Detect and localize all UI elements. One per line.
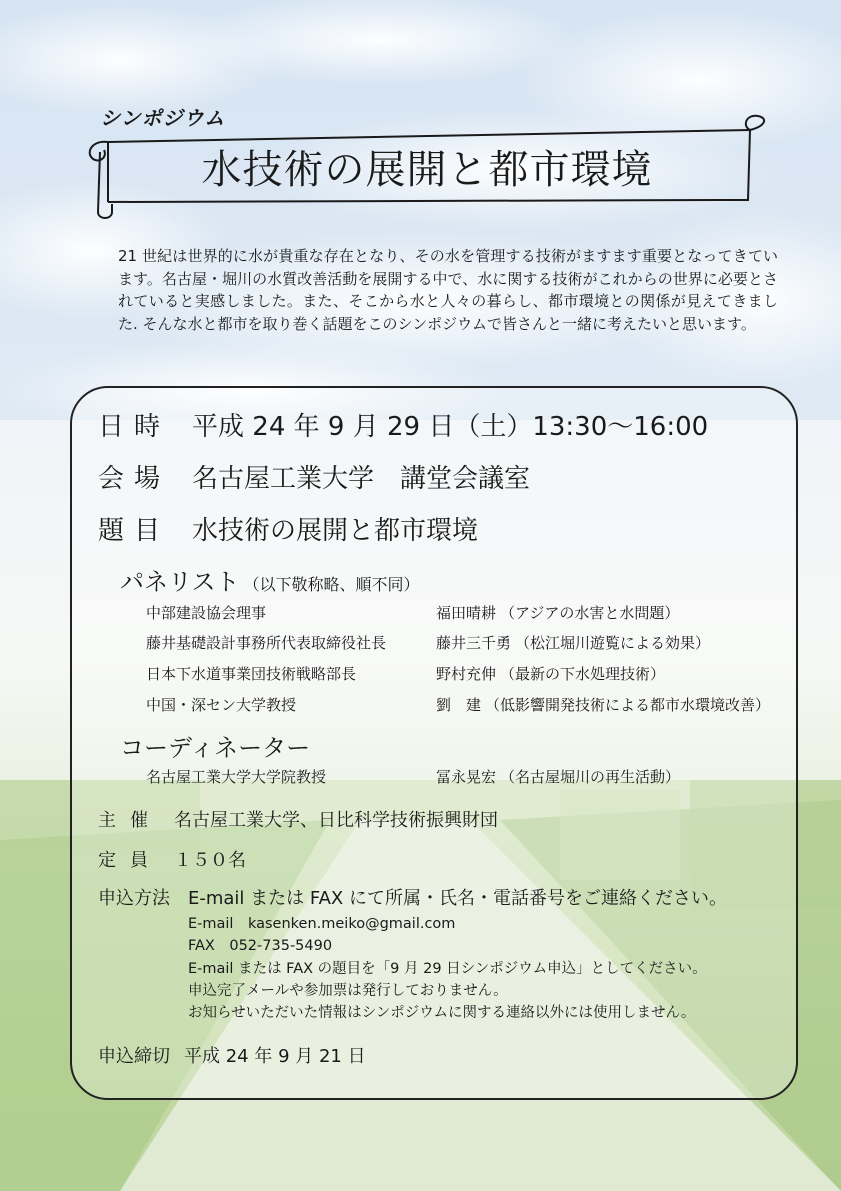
panelist-name: 藤井三千勇 <box>436 634 512 652</box>
venue-row <box>98 458 530 495</box>
datetime-value: 平成 24 年 9 月 29 日（土）13:30〜16:00 <box>192 412 709 442</box>
panelists-heading <box>120 562 420 597</box>
topic-label: 題目 <box>98 516 171 546</box>
venue-value: 名古屋工業大学 講堂会議室 <box>192 464 531 494</box>
application-email: E-mail kasenken.meiko@gmail.com <box>188 916 456 932</box>
application-row <box>98 884 727 910</box>
coordinator-topic: （名古屋堀川の再生活動） <box>500 768 681 786</box>
main-title: 水技術の展開と都市環境 <box>201 147 653 193</box>
panelist-topic: （低影響開発技術による都市水環境改善） <box>485 696 771 714</box>
panelist-entry <box>436 602 679 623</box>
panelist-name: 福田晴耕 <box>436 604 497 622</box>
intro-paragraph: 21 世紀は世界的に水が貴重な存在となり、その水を管理する技術がますます重要となってきています。名古屋・堀川の水質改善活動を展開する中で、水に関する技術がこれからの世界に必要とされていると実感しました。また、そこから水と人々の暮らし、都市環境との関係が見えてきました. そんな水と都市を取り巻く話題をこのシンポジウムで皆さんと一緒に考えたいと思います。 <box>118 247 778 333</box>
application-label: 申込方法 <box>98 888 170 909</box>
panelists-title: パネリスト <box>120 568 240 596</box>
organizer-label: 主催 <box>98 810 162 831</box>
coordinator-affiliation: 名古屋工業大学大学院教授 <box>146 768 327 786</box>
coordinator-heading: コーディネーター <box>120 734 311 762</box>
panelist-topic: （松江堀川遊覧による効果） <box>515 634 711 652</box>
deadline-row <box>98 1042 366 1068</box>
application-note: E-mail または FAX の題目を「9 月 29 日シンポジウム申込」としてください。 <box>188 961 707 977</box>
panelist-topic: （アジアの水害と水問題） <box>500 604 680 622</box>
panelists-note: （以下敬称略、順不同） <box>243 575 420 594</box>
capacity-label: 定員 <box>98 850 162 871</box>
deadline-value: 平成 24 年 9 月 21 日 <box>184 1046 366 1067</box>
topic-row <box>98 510 478 547</box>
panelist-entry <box>436 663 665 684</box>
application-value: E-mail または FAX にて所属・氏名・電話番号をご連絡ください。 <box>188 888 727 909</box>
panelist-name: 劉 建 <box>436 696 482 714</box>
capacity-row <box>98 846 246 872</box>
topic-value: 水技術の展開と都市環境 <box>192 516 479 546</box>
application-fax: FAX 052-735-5490 <box>188 938 333 954</box>
event-type-label: シンポジウム <box>100 106 226 130</box>
organizer-value: 名古屋工業大学、日比科学技術振興財団 <box>174 810 498 831</box>
datetime-label: 日時 <box>98 412 171 442</box>
datetime-row <box>98 406 708 443</box>
application-note: お知らせいただいた情報はシンポジウムに関する連絡以外には使用しません。 <box>188 1005 696 1021</box>
application-note: 申込完了メールや参加票は発行しておりません。 <box>188 983 508 999</box>
panelist-entry <box>436 632 710 653</box>
panelist-affiliation: 藤井基礎設計事務所代表取締役社長 <box>146 634 387 652</box>
panelist-affiliation: 中国・深セン大学教授 <box>146 696 297 714</box>
panelist-affiliation: 中部建設協会理事 <box>146 604 267 622</box>
panelist-entry <box>436 694 770 715</box>
panelist-name: 野村充伸 <box>436 665 497 683</box>
deadline-label: 申込締切 <box>98 1046 170 1067</box>
capacity-value: １５０名 <box>174 850 246 871</box>
organizer-row <box>98 806 498 832</box>
venue-label: 会場 <box>98 464 171 494</box>
panelist-topic: （最新の下水処理技術） <box>500 665 666 683</box>
coordinator-entry <box>436 766 680 787</box>
panelist-affiliation: 日本下水道事業団技術戦略部長 <box>146 665 357 683</box>
coordinator-name: 冨永晃宏 <box>436 768 497 786</box>
